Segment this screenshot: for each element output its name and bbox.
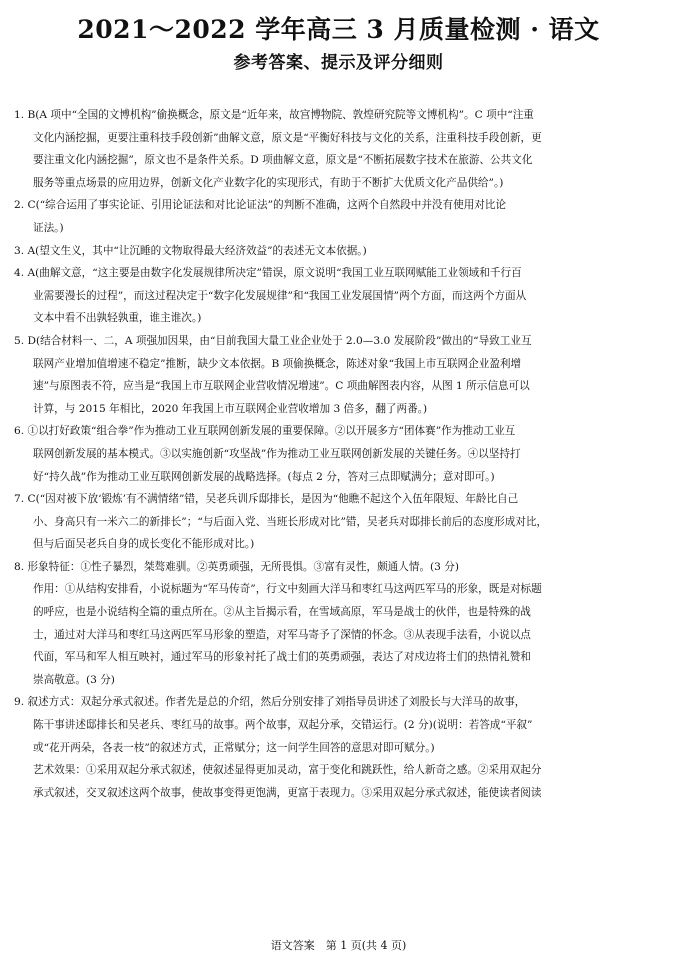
- answer-item-6: [14, 420, 664, 488]
- line: 证法。): [33, 221, 64, 234]
- answer-list: [14, 104, 664, 804]
- line: 或“花开两朵，各表一枝”的叙述方式，正常赋分；这一问学生回答的意思对即可赋分。): [33, 741, 435, 754]
- line: 承式叙述，交叉叙述这两个故事，使故事变得更饱满，更富于表现力。③采用双起分承式叙述，能使读者阅读: [33, 786, 542, 799]
- line: 文本中看不出孰轻孰重，谁主谁次。): [33, 312, 202, 325]
- line: 文化内涵挖掘，更要注重科技手段创新”曲解文意，原文是“平衡好科技与文化的关系，注重科技手段创新，更: [33, 131, 542, 144]
- answer-item-3: [14, 240, 664, 263]
- answer-item-1: [14, 104, 664, 194]
- line: 6. ①以打好政策“组合拳”作为推动工业互联网创新发展的重要保障。②以开展多方“团体赛”作为推动工业互: [14, 425, 516, 438]
- line: 但与后面吴老兵自身的成长变化不能形成对比。): [33, 538, 255, 551]
- line: 9. 叙述方式：双起分承式叙述。作者先是总的介绍，然后分别安排了刘指导员讲述了刘股长与大洋马的故事，: [14, 696, 526, 709]
- answer-item-5: [14, 330, 664, 420]
- line: 3. A(望文生义，其中“让沉睡的文物取得最大经济效益”的表述无文本依据。): [14, 244, 367, 257]
- answer-item-9: [14, 691, 664, 804]
- line: 崇高敬意。(3 分): [33, 673, 115, 686]
- line: 作用：①从结构安排看，小说标题为“军马传奇”，行文中刻画大洋马和枣红马这两匹军马的形象，既是对标题: [33, 583, 542, 596]
- page-subtitle: 参考答案、提示及评分细则: [233, 53, 444, 73]
- line: 的呼应，也是小说结构全篇的重点所在。②从主旨揭示看，在雪域高原，军马是战士的伙伴，也是特殊的战: [33, 606, 531, 619]
- line: 5. D(结合材料一、二，A 项强加因果，由“目前我国大量工业企业处于 2.0—3.0 发展阶段”做出的“导致工业互: [14, 334, 532, 347]
- line: 速”与原图表不符，应当是“我国上市互联网企业营收情况增速”。C 项曲解图表内容，从图 1 所示信息可以: [33, 380, 530, 393]
- answer-item-8: [14, 556, 664, 692]
- line: 1. B(A 项中“全国的文博机构”偷换概念，原文是“近年来，故宫博物院、敦煌研究院等文博机构”。C 项中“注重: [14, 109, 534, 121]
- line: 联网创新发展的基本模式。③以实施创新“攻坚战”作为推动工业互联网创新发展的关键任务。④以坚持打: [33, 447, 521, 460]
- answer-item-4: [14, 262, 664, 330]
- answer-item-7: [14, 488, 664, 556]
- line: 2. C(“综合运用了事实论证、引用论证法和对比论证法”的判断不准确，这两个自然段中并没有使用对比论: [14, 199, 507, 212]
- line: 服务等重点场景的应用边界，创新文化产业数字化的实现形式，有助于不断扩大优质文化产品供给”。): [33, 176, 504, 189]
- line: 陈干事讲述邸排长和吴老兵、枣红马的故事。两个故事，双起分承，交错运行。(2 分)(说明：若答成“平叙”: [33, 719, 533, 732]
- line: 好“持久战”作为推动工业互联网创新发展的战略选择。(每点 2 分，答对三点即赋满分；意对即可。): [33, 470, 495, 483]
- answer-item-2: [14, 194, 664, 239]
- page-footer: 语文答案 第 1 页(共 4 页): [270, 939, 407, 952]
- line: 7. C(“因对被下放‘锻炼’有不满情绪”错，吴老兵训斥邸排长，是因为“他瞧不起这个入伍年限短、年龄比自己: [14, 493, 519, 506]
- line: 8. 形象特征：①性子暴烈，桀骜难驯。②英勇顽强，无所畏惧。③富有灵性，颇通人情。(3 分): [14, 560, 460, 573]
- line: 代面，军马和军人相互映衬，通过军马的形象衬托了战士们的英勇顽强，表达了对戍边将士们的热情礼赞和: [33, 651, 531, 664]
- line: 要注重文化内涵挖掘”，原文也不是条件关系。D 项曲解文意，原文是“不断拓展数字技术在旅游、公共文化: [33, 154, 533, 167]
- line: 4. A(曲解文意，“这主要是由数字化发展规律所决定”错误，原文说明“我国工业互联网赋能工业领域和千行百: [14, 267, 522, 280]
- line: 小、身高只有一米六二的新排长”；“与后面入党、当班长形成对比”错，吴老兵对邸排长前后的态度形成对比，: [33, 515, 548, 528]
- line: 联网产业增加值增速不稳定”推断，缺少文本依据。B 项偷换概念，陈述对象“我国上市互联网企业盈利增: [33, 357, 522, 370]
- line: 士，通过对大洋马和枣红马这两匹军马形象的塑造，对军马寄予了深情的怀念。③从表现手法看，小说以点: [33, 628, 531, 641]
- line: 业需要漫长的过程”，而这过程决定于“数字化发展规律”和“我国工业发展国情”两个方面，而这两个方面从: [33, 289, 527, 302]
- page-title: 2021～2022 学年高三 3 月质量检测 · 语文: [77, 15, 600, 44]
- line: 计算，与 2015 年相比，2020 年我国上市互联网企业营收增加 3 倍多，翻了两番。): [33, 402, 428, 415]
- line: 艺术效果：①采用双起分承式叙述，使叙述显得更加灵动，富于变化和跳跃性，给人新奇之感。②采用双起分: [33, 764, 542, 777]
